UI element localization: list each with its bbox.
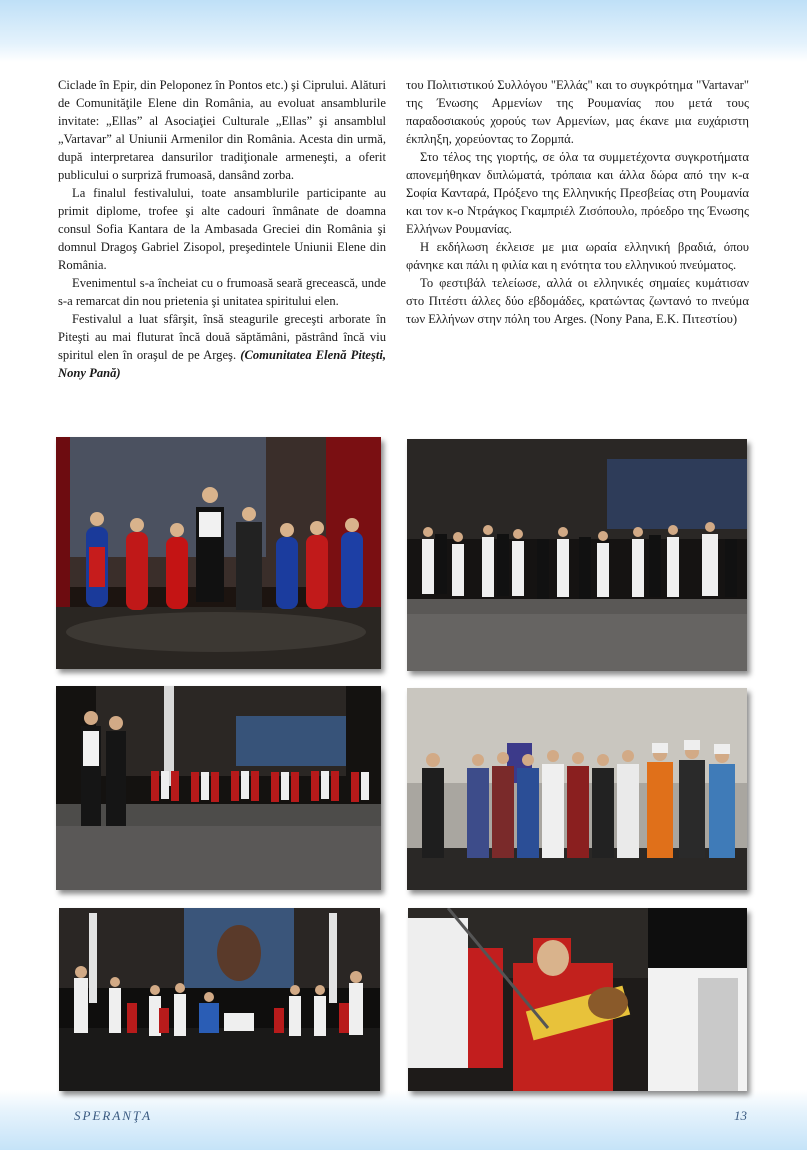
paragraph-text: Festivalul a luat sfârşit, însă steagurile greceşti arborate în Piteşti au mai fluturat încă două săptămâni, păstrând încă viu spiritul elen în oraşul de pe Argeş. — [58, 312, 386, 362]
paragraph: Το φεστιβάλ τελείωσε, αλλά οι ελληνικές σημαίες κυμάτισαν στο Πιτέστι άλλες δύο εβδομάδες, κρατώντας ζωντανό το πνεύμα των Ελλήνων στην πόλη του Arges. (Nony Pana, Ε.Κ. Πιτεστίου) — [406, 276, 749, 326]
paragraph: Η εκδήλωση έκλεισε με μια ωραία ελληνική βραδιά, όπου φάνηκε και πάλι η φιλία και η ενότητα του ελληνικού πνεύματος. — [406, 240, 749, 272]
paragraph: Evenimentul s-a încheiat cu o frumoasă seară grecească, unde s-a remarcat din nou prietenia şi unitatea spiritului elen. — [58, 276, 386, 308]
header-band — [0, 0, 807, 62]
paragraph: La finalul festivalului, toate ansamblurile participante au primit diplome, trofee şi alte cadouri înmânate de doamna consul Sofia Kantara de la Ambasada Greciei din România şi domnul Dragoş Gabriel Zisopol, preşedintele Uniunii Elene din România. — [58, 186, 386, 272]
magazine-name: SPERANŢA — [74, 1108, 153, 1123]
article-column-romanian — [58, 76, 386, 382]
paragraph: Ciclade în Epir, din Peloponez în Pontos etc.) şi Ciprului. Alături de Comunităţile Elene din România, au evoluat ansamblurile invitate: „Ellas” al Asociaţiei Culturale „Ellas” şi ansamblul „Vartavar” al Uniunii Armenilor din România. Acesta din urmă, după interpretarea dansurilor tradiţionale armeneşti, a oferit publicului o surpriză frumoasă, dansând zorba. — [58, 78, 386, 182]
article-column-greek — [406, 76, 749, 328]
photo-armenian-dancers — [56, 437, 381, 669]
paragraph: Στο τέλος της γιορτής, σε όλα τα συμμετέχοντα συγκροτήματα απονεμήθηκαν διπλώματά, τρόπαια και άλλα δώρα από την κ-α Σοφία Κανταρά, Πρόξενο της Ελληνικής Πρεσβείας στη Ρουμανία και τον κ-ο Ντράγκος Γκαμπριέλ Ζισόπουλο, πρόεδρο της Ένωσης Ελλήνων Ρουμανίας. — [406, 150, 749, 236]
paragraph — [58, 310, 386, 382]
photo-child-musician — [408, 908, 747, 1091]
photo-choir-performance — [407, 688, 747, 890]
photo-greek-dancers-line — [407, 439, 747, 671]
page-number: 13 — [734, 1108, 747, 1123]
author-signature: (Comunitatea Elenă Piteşti, Nony Pană) — [58, 348, 387, 380]
paragraph: του Πολιτιστικού Συλλόγου "Ελλάς" και το συγκρότημα "Vartavar" της Ένωσης Αρμενίων της Ρουμανίας που μετά τους παραδοσιακούς χορούς των Αρμενίων, μας έκανε μια ευχάριστη έκπληξη, χορεύοντας το Ζορμπά. — [406, 78, 749, 146]
photo-children-dancers-screen — [59, 908, 380, 1091]
photo-dancers-row-stage — [56, 686, 381, 890]
